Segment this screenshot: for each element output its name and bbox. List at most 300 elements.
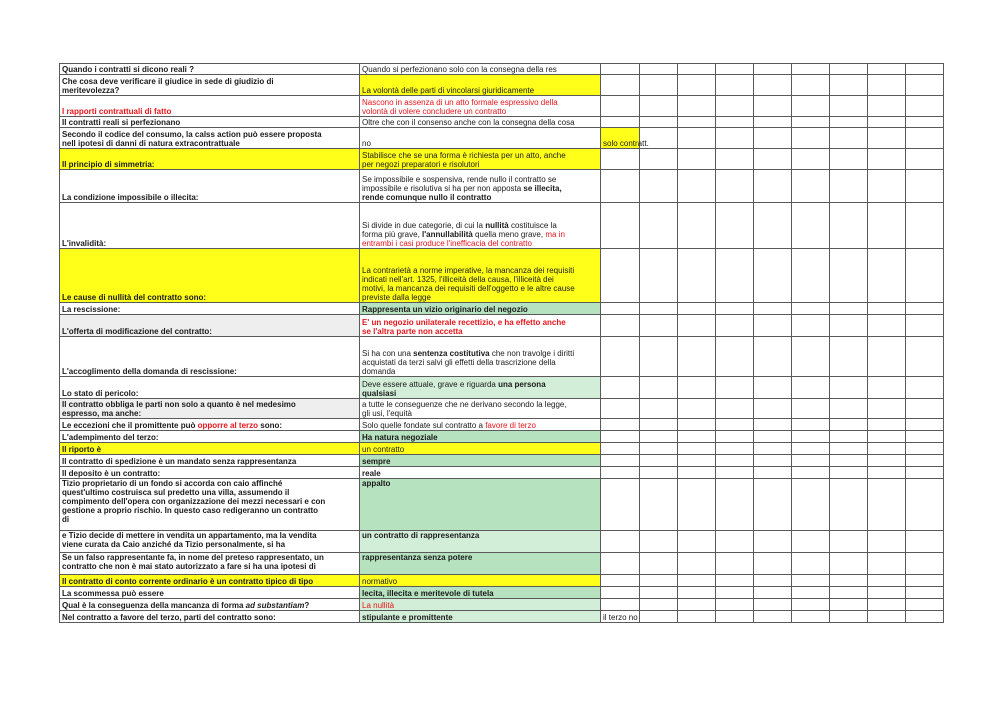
empty-cell[interactable] <box>640 553 678 575</box>
question-cell[interactable] <box>60 337 360 377</box>
empty-cell[interactable] <box>754 587 792 599</box>
empty-cell[interactable] <box>830 117 868 128</box>
empty-cell[interactable] <box>678 531 716 553</box>
empty-cell[interactable] <box>906 96 944 117</box>
empty-cell[interactable] <box>830 599 868 611</box>
empty-cell[interactable] <box>830 575 868 587</box>
empty-cell[interactable] <box>906 553 944 575</box>
empty-cell[interactable] <box>906 455 944 467</box>
empty-cell[interactable] <box>716 249 754 303</box>
empty-cell[interactable] <box>830 75 868 96</box>
empty-cell[interactable] <box>754 64 792 75</box>
empty-cell[interactable] <box>678 399 716 419</box>
empty-cell[interactable] <box>754 128 792 149</box>
empty-cell[interactable] <box>678 149 716 170</box>
question-cell[interactable] <box>60 303 360 315</box>
empty-cell[interactable] <box>906 128 944 149</box>
empty-cell[interactable] <box>640 575 678 587</box>
empty-cell[interactable] <box>754 337 792 377</box>
answer-cell[interactable] <box>360 249 601 303</box>
empty-cell[interactable] <box>601 479 640 531</box>
empty-cell[interactable] <box>640 431 678 443</box>
empty-cell[interactable] <box>640 75 678 96</box>
empty-cell[interactable] <box>678 96 716 117</box>
question-cell[interactable] <box>60 128 360 149</box>
answer-cell[interactable] <box>360 479 601 531</box>
empty-cell[interactable] <box>830 249 868 303</box>
empty-cell[interactable] <box>640 315 678 337</box>
empty-cell[interactable] <box>754 399 792 419</box>
empty-cell[interactable] <box>754 479 792 531</box>
text-run: una persona qualsiasi <box>362 380 546 398</box>
empty-cell[interactable] <box>640 455 678 467</box>
empty-cell[interactable] <box>601 249 640 303</box>
empty-cell[interactable] <box>716 467 754 479</box>
empty-cell[interactable] <box>868 553 906 575</box>
empty-cell[interactable] <box>906 337 944 377</box>
empty-cell[interactable] <box>906 170 944 203</box>
empty-cell[interactable] <box>716 303 754 315</box>
empty-cell[interactable] <box>830 443 868 455</box>
empty-cell[interactable] <box>754 575 792 587</box>
empty-cell[interactable] <box>640 64 678 75</box>
empty-cell[interactable] <box>868 64 906 75</box>
empty-cell[interactable] <box>830 455 868 467</box>
empty-cell[interactable] <box>640 531 678 553</box>
empty-cell[interactable] <box>716 377 754 399</box>
question-cell[interactable] <box>60 455 360 467</box>
empty-cell[interactable] <box>792 303 830 315</box>
empty-cell[interactable] <box>716 611 754 623</box>
empty-cell[interactable] <box>868 203 906 249</box>
empty-cell[interactable] <box>716 399 754 419</box>
answer-cell[interactable] <box>360 337 601 377</box>
question-cell[interactable] <box>60 96 360 117</box>
answer-cell[interactable] <box>360 467 601 479</box>
empty-cell[interactable] <box>716 203 754 249</box>
empty-cell[interactable] <box>754 599 792 611</box>
empty-cell[interactable] <box>754 377 792 399</box>
empty-cell[interactable] <box>830 96 868 117</box>
empty-cell[interactable] <box>640 249 678 303</box>
empty-cell[interactable] <box>754 315 792 337</box>
empty-cell[interactable] <box>906 117 944 128</box>
empty-cell[interactable] <box>601 553 640 575</box>
empty-cell[interactable] <box>601 431 640 443</box>
empty-cell[interactable] <box>906 249 944 303</box>
empty-cell[interactable] <box>754 443 792 455</box>
answer-cell[interactable] <box>360 599 601 611</box>
empty-cell[interactable] <box>716 315 754 337</box>
empty-cell[interactable] <box>906 443 944 455</box>
empty-cell[interactable] <box>792 170 830 203</box>
empty-cell[interactable] <box>640 203 678 249</box>
empty-cell[interactable] <box>792 75 830 96</box>
empty-cell[interactable] <box>868 117 906 128</box>
empty-cell[interactable] <box>601 587 640 599</box>
empty-cell[interactable] <box>716 337 754 377</box>
empty-cell[interactable] <box>754 467 792 479</box>
empty-cell[interactable] <box>906 419 944 431</box>
empty-cell[interactable] <box>640 611 678 623</box>
empty-cell[interactable] <box>754 531 792 553</box>
empty-cell[interactable] <box>868 455 906 467</box>
empty-cell[interactable] <box>868 443 906 455</box>
text-run: Il contratto obbliga le parti non solo a quanto è nel medesimo espresso, ma anche: <box>62 400 296 418</box>
empty-cell[interactable] <box>830 377 868 399</box>
empty-cell[interactable] <box>792 467 830 479</box>
empty-cell[interactable] <box>830 170 868 203</box>
empty-cell[interactable] <box>906 611 944 623</box>
question-cell[interactable] <box>60 443 360 455</box>
empty-cell[interactable] <box>640 599 678 611</box>
empty-cell[interactable] <box>792 443 830 455</box>
question-cell[interactable] <box>60 315 360 337</box>
empty-cell[interactable] <box>868 170 906 203</box>
empty-cell[interactable] <box>830 128 868 149</box>
empty-cell[interactable] <box>792 96 830 117</box>
empty-cell[interactable] <box>601 455 640 467</box>
empty-cell[interactable] <box>868 249 906 303</box>
empty-cell[interactable] <box>792 117 830 128</box>
question-cell[interactable] <box>60 419 360 431</box>
empty-cell[interactable] <box>716 531 754 553</box>
empty-cell[interactable] <box>868 419 906 431</box>
empty-cell[interactable] <box>716 128 754 149</box>
empty-cell[interactable] <box>868 575 906 587</box>
empty-cell[interactable] <box>906 377 944 399</box>
answer-cell[interactable] <box>360 128 601 149</box>
empty-cell[interactable] <box>601 443 640 455</box>
empty-cell[interactable] <box>830 611 868 623</box>
empty-cell[interactable] <box>830 587 868 599</box>
answer-cell[interactable] <box>360 553 601 575</box>
empty-cell[interactable] <box>830 64 868 75</box>
answer-cell[interactable] <box>360 149 601 170</box>
empty-cell[interactable] <box>906 587 944 599</box>
empty-cell[interactable] <box>601 419 640 431</box>
table-row <box>60 479 944 531</box>
empty-cell[interactable] <box>678 455 716 467</box>
empty-cell[interactable] <box>754 75 792 96</box>
text-run: se illecita, rende comunque nullo il contratto <box>362 184 562 202</box>
empty-cell[interactable] <box>601 315 640 337</box>
empty-cell[interactable] <box>792 531 830 553</box>
empty-cell[interactable] <box>754 249 792 303</box>
empty-cell[interactable] <box>678 553 716 575</box>
empty-cell[interactable] <box>868 399 906 419</box>
empty-cell[interactable] <box>678 315 716 337</box>
text-run: Oltre che con il consenso anche con la consegna della cosa <box>362 118 575 127</box>
empty-cell[interactable] <box>601 203 640 249</box>
empty-cell[interactable] <box>716 431 754 443</box>
empty-cell[interactable] <box>792 611 830 623</box>
empty-cell[interactable] <box>792 377 830 399</box>
text-run: Il principio di simmetria: <box>62 160 155 169</box>
empty-cell[interactable] <box>601 96 640 117</box>
empty-cell[interactable] <box>868 96 906 117</box>
answer-cell[interactable] <box>360 117 601 128</box>
empty-cell[interactable] <box>601 467 640 479</box>
empty-cell[interactable] <box>868 599 906 611</box>
empty-cell[interactable] <box>792 431 830 443</box>
empty-cell[interactable] <box>640 117 678 128</box>
empty-cell[interactable] <box>906 479 944 531</box>
empty-cell[interactable] <box>792 149 830 170</box>
empty-cell[interactable] <box>830 203 868 249</box>
empty-cell[interactable] <box>716 419 754 431</box>
empty-cell[interactable] <box>601 575 640 587</box>
table-row <box>60 117 944 128</box>
empty-cell[interactable] <box>792 587 830 599</box>
question-cell[interactable] <box>60 75 360 96</box>
empty-cell[interactable] <box>868 479 906 531</box>
empty-cell[interactable] <box>678 575 716 587</box>
empty-cell[interactable] <box>678 303 716 315</box>
answer-cell[interactable] <box>360 64 601 75</box>
empty-cell[interactable] <box>716 599 754 611</box>
empty-cell[interactable] <box>906 467 944 479</box>
empty-cell[interactable] <box>868 587 906 599</box>
empty-cell[interactable] <box>792 553 830 575</box>
empty-cell[interactable] <box>792 599 830 611</box>
answer-cell[interactable] <box>360 443 601 455</box>
empty-cell[interactable] <box>830 337 868 377</box>
empty-cell[interactable] <box>640 303 678 315</box>
empty-cell[interactable] <box>830 303 868 315</box>
text-run: un contratto di rappresentanza <box>362 531 480 540</box>
text-run: sempre <box>362 457 391 466</box>
answer-cell[interactable] <box>360 315 601 337</box>
empty-cell[interactable] <box>754 419 792 431</box>
question-cell[interactable] <box>60 170 360 203</box>
table-row <box>60 531 944 553</box>
empty-cell[interactable] <box>868 315 906 337</box>
empty-cell[interactable] <box>601 117 640 128</box>
text-run: L'invalidità: <box>62 239 107 248</box>
text-run: Il contratto di conto corrente ordinario è un contratto tipico di tipo <box>62 577 314 586</box>
empty-cell[interactable] <box>906 399 944 419</box>
empty-cell[interactable] <box>830 431 868 443</box>
empty-cell[interactable] <box>830 419 868 431</box>
empty-cell[interactable] <box>716 149 754 170</box>
empty-cell[interactable] <box>792 455 830 467</box>
empty-cell[interactable] <box>640 587 678 599</box>
empty-cell[interactable] <box>830 149 868 170</box>
empty-cell[interactable] <box>678 337 716 377</box>
empty-cell[interactable] <box>868 303 906 315</box>
answer-cell[interactable] <box>360 303 601 315</box>
empty-cell[interactable] <box>754 611 792 623</box>
empty-cell[interactable] <box>678 128 716 149</box>
empty-cell[interactable] <box>754 96 792 117</box>
empty-cell[interactable] <box>792 419 830 431</box>
answer-cell[interactable] <box>360 431 601 443</box>
question-cell[interactable] <box>60 377 360 399</box>
empty-cell[interactable] <box>830 531 868 553</box>
empty-cell[interactable] <box>678 75 716 96</box>
text-run: stipulante e promittente <box>362 613 453 622</box>
answer-cell[interactable] <box>360 455 601 467</box>
empty-cell[interactable] <box>868 611 906 623</box>
empty-cell[interactable] <box>678 587 716 599</box>
answer-cell[interactable] <box>360 419 601 431</box>
empty-cell[interactable] <box>792 128 830 149</box>
note-cell[interactable]: solo contratt. <box>601 128 640 149</box>
empty-cell[interactable] <box>678 117 716 128</box>
empty-cell[interactable] <box>678 599 716 611</box>
question-cell[interactable] <box>60 399 360 419</box>
empty-cell[interactable] <box>678 419 716 431</box>
empty-cell[interactable] <box>868 75 906 96</box>
empty-cell[interactable] <box>754 455 792 467</box>
empty-cell[interactable] <box>792 575 830 587</box>
answer-cell[interactable] <box>360 377 601 399</box>
empty-cell[interactable] <box>601 399 640 419</box>
question-cell[interactable] <box>60 149 360 170</box>
empty-cell[interactable] <box>678 479 716 531</box>
empty-cell[interactable] <box>906 575 944 587</box>
text-run: Si divide in due categorie, di cui la <box>362 221 486 230</box>
empty-cell[interactable] <box>754 203 792 249</box>
empty-cell[interactable] <box>678 249 716 303</box>
question-cell[interactable] <box>60 575 360 587</box>
empty-cell[interactable] <box>906 315 944 337</box>
empty-cell[interactable] <box>716 96 754 117</box>
empty-cell[interactable] <box>640 399 678 419</box>
question-cell[interactable] <box>60 117 360 128</box>
empty-cell[interactable] <box>640 467 678 479</box>
empty-cell[interactable] <box>792 249 830 303</box>
empty-cell[interactable] <box>868 431 906 443</box>
empty-cell[interactable] <box>792 479 830 531</box>
empty-cell[interactable] <box>792 315 830 337</box>
answer-cell[interactable] <box>360 399 601 419</box>
empty-cell[interactable] <box>754 431 792 443</box>
empty-cell[interactable] <box>716 443 754 455</box>
empty-cell[interactable] <box>754 149 792 170</box>
empty-cell[interactable] <box>830 553 868 575</box>
empty-cell[interactable] <box>678 467 716 479</box>
empty-cell[interactable] <box>830 315 868 337</box>
question-cell[interactable] <box>60 467 360 479</box>
empty-cell[interactable] <box>792 399 830 419</box>
answer-cell[interactable] <box>360 170 601 203</box>
empty-cell[interactable] <box>601 303 640 315</box>
empty-cell[interactable] <box>640 377 678 399</box>
empty-cell[interactable] <box>906 431 944 443</box>
question-cell[interactable] <box>60 553 360 575</box>
question-cell[interactable] <box>60 531 360 553</box>
empty-cell[interactable] <box>754 553 792 575</box>
empty-cell[interactable] <box>868 467 906 479</box>
empty-cell[interactable] <box>640 96 678 117</box>
empty-cell[interactable] <box>678 611 716 623</box>
empty-cell[interactable] <box>716 75 754 96</box>
empty-cell[interactable] <box>792 203 830 249</box>
empty-cell[interactable] <box>906 64 944 75</box>
empty-cell[interactable] <box>601 64 640 75</box>
empty-cell[interactable] <box>678 170 716 203</box>
empty-cell[interactable] <box>868 337 906 377</box>
answer-cell[interactable] <box>360 531 601 553</box>
empty-cell[interactable] <box>601 377 640 399</box>
question-cell[interactable] <box>60 587 360 599</box>
empty-cell[interactable] <box>716 64 754 75</box>
empty-cell[interactable] <box>906 149 944 170</box>
empty-cell[interactable] <box>906 203 944 249</box>
empty-cell[interactable] <box>640 419 678 431</box>
empty-cell[interactable] <box>754 303 792 315</box>
empty-cell[interactable] <box>601 170 640 203</box>
empty-cell[interactable] <box>601 75 640 96</box>
empty-cell[interactable] <box>792 337 830 377</box>
answer-cell[interactable] <box>360 75 601 96</box>
empty-cell[interactable] <box>716 575 754 587</box>
question-cell[interactable] <box>60 249 360 303</box>
answer-cell[interactable] <box>360 96 601 117</box>
empty-cell[interactable] <box>678 203 716 249</box>
text-run: L'adempimento del terzo: <box>62 433 159 442</box>
note-cell[interactable]: il terzo no <box>601 611 640 623</box>
empty-cell[interactable] <box>906 75 944 96</box>
empty-cell[interactable] <box>601 337 640 377</box>
empty-cell[interactable] <box>678 431 716 443</box>
question-cell[interactable] <box>60 479 360 531</box>
empty-cell[interactable] <box>601 149 640 170</box>
empty-cell[interactable] <box>716 117 754 128</box>
empty-cell[interactable] <box>830 479 868 531</box>
answer-cell[interactable] <box>360 611 601 623</box>
empty-cell[interactable] <box>640 479 678 531</box>
answer-cell[interactable] <box>360 575 601 587</box>
empty-cell[interactable] <box>716 455 754 467</box>
question-cell[interactable] <box>60 64 360 75</box>
empty-cell[interactable] <box>640 170 678 203</box>
empty-cell[interactable] <box>868 149 906 170</box>
empty-cell[interactable] <box>678 64 716 75</box>
empty-cell[interactable] <box>830 399 868 419</box>
empty-cell[interactable] <box>716 553 754 575</box>
empty-cell[interactable] <box>906 303 944 315</box>
empty-cell[interactable] <box>906 599 944 611</box>
empty-cell[interactable] <box>640 337 678 377</box>
empty-cell[interactable] <box>830 467 868 479</box>
empty-cell[interactable] <box>601 531 640 553</box>
empty-cell[interactable] <box>678 377 716 399</box>
question-cell[interactable] <box>60 599 360 611</box>
empty-cell[interactable] <box>868 377 906 399</box>
empty-cell[interactable] <box>601 599 640 611</box>
empty-cell[interactable] <box>754 170 792 203</box>
question-cell[interactable] <box>60 203 360 249</box>
empty-cell[interactable] <box>640 149 678 170</box>
empty-cell[interactable] <box>716 587 754 599</box>
empty-cell[interactable] <box>868 531 906 553</box>
empty-cell[interactable] <box>678 443 716 455</box>
empty-cell[interactable] <box>868 128 906 149</box>
question-cell[interactable] <box>60 611 360 623</box>
empty-cell[interactable] <box>716 479 754 531</box>
question-cell[interactable] <box>60 431 360 443</box>
empty-cell[interactable] <box>754 117 792 128</box>
answer-cell[interactable] <box>360 587 601 599</box>
empty-cell[interactable] <box>716 170 754 203</box>
empty-cell[interactable] <box>906 531 944 553</box>
empty-cell[interactable] <box>640 443 678 455</box>
empty-cell[interactable] <box>792 64 830 75</box>
answer-cell[interactable] <box>360 203 601 249</box>
